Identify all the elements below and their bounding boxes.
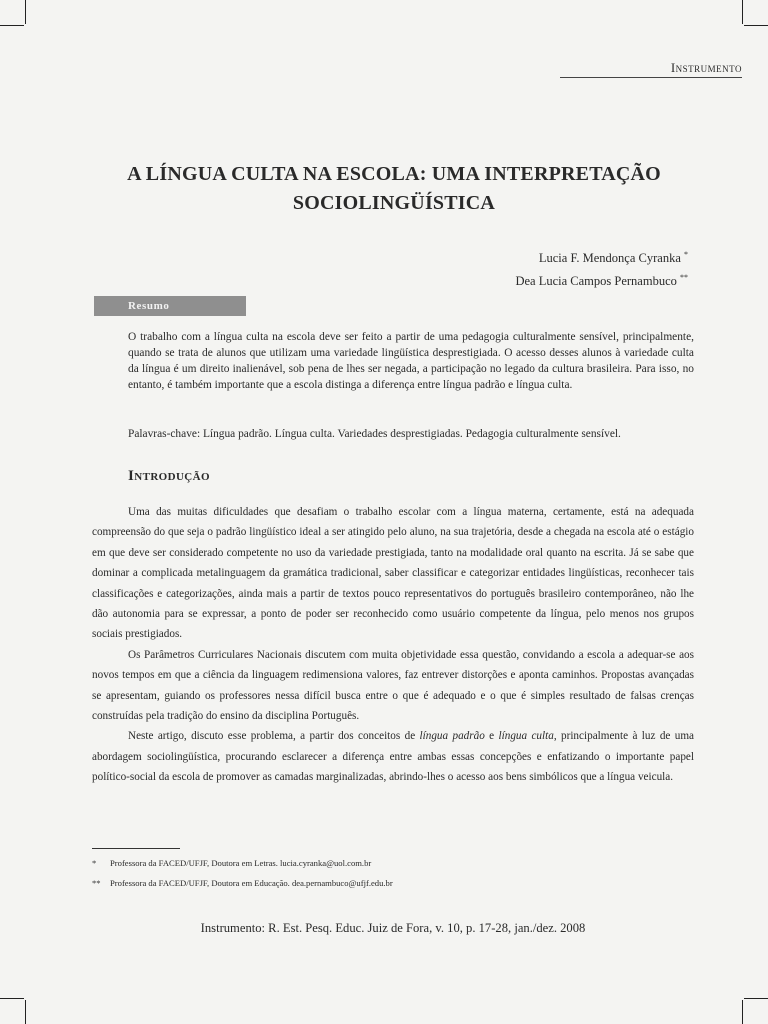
running-head-rule xyxy=(560,77,742,78)
crop-mark xyxy=(25,0,26,24)
author-1 xyxy=(515,245,688,268)
term-lingua-padrao: língua padrão xyxy=(419,730,485,743)
footnote-text: Professora da FACED/UFJF, Doutora em Educação. dea.pernambuco@ufjf.edu.br xyxy=(110,878,393,888)
footnote-text: Professora da FACED/UFJF, Doutora em Letras. lucia.cyranka@uol.com.br xyxy=(110,858,372,868)
crop-mark xyxy=(742,0,743,24)
footnote-rule xyxy=(92,848,180,849)
text-run: Neste artigo, discuto esse problema, a partir dos conceitos de xyxy=(128,730,420,743)
crop-mark xyxy=(25,1000,26,1024)
journal-footer: Instrumento: R. Est. Pesq. Educ. Juiz de Fora, v. 10, p. 17-28, jan./dez. 2008 xyxy=(200,921,586,935)
author-list xyxy=(515,245,688,291)
abstract-label: Resumo xyxy=(94,296,246,316)
footnote-2 xyxy=(92,873,694,893)
author-mark: * xyxy=(684,250,688,259)
body-text xyxy=(92,502,694,788)
article-title: A LÍNGUA CULTA NA ESCOLA: UMA INTERPRETAÇÃO SOCIOLINGÜÍSTICA xyxy=(127,163,661,214)
paragraph-2: Os Parâmetros Curriculares Nacionais discutem com muita objetividade essa questão, convidando a escola a adequar-se aos novos tempos em que a ciência da linguagem redimensiona valores, faz entrever distorções e aponta caminhos. Propostas avançadas se apresentam, guiando os professores nessa difícil busca entre o que é adequado e o que é simples resultado de falsas crenças construídas pela tradição do ensino da disciplina Português. xyxy=(92,648,694,723)
text-run: e xyxy=(484,730,499,743)
crop-mark xyxy=(0,998,24,999)
paragraph-1: Uma das muitas dificuldades que desafiam o trabalho escolar com a língua materna, certamente, está na adequada compreensão do que seja o padrão lingüístico ideal a ser atingido pelo aluno, na sua trajetória, desde a chegada na escola até o estágio em que deve ser considerado competente no uso da variedade prestigiada, tanto na modalidade oral quanto na escrita. Já se sabe que dominar a complicada metalinguagem da gramática tradicional, saber classificar e categorizar entidades lingüísticas, reconhecer tais classificações e categorizações, ainda mais a partir de textos pouco representativos do português brasileiro contemporâneo, não lhe dão autonomia para se expressar, a ponto de poder ser reconhecido como usuário competente da língua, pelo menos nos grupos sociais prestigiados. xyxy=(92,506,694,641)
author-2 xyxy=(515,268,688,291)
term-lingua-culta: língua culta xyxy=(498,730,554,743)
section-heading: Introdução xyxy=(128,468,210,484)
author-name: Lucia F. Mendonça Cyranka xyxy=(538,251,681,266)
author-mark: ** xyxy=(680,273,688,283)
crop-mark xyxy=(744,998,768,999)
crop-mark xyxy=(742,1000,743,1024)
footnote-mark: ** xyxy=(92,878,101,888)
text-run: , principalmente à luz de uma abordagem sociolingüística, procurando esclarecer a diferença entre ambas essas concepções e enfatizando o importante papel político-social da escola de promover as camadas marginalizadas, abrindo-lhes o acesso aos bens simbólicos que a língua veicula. xyxy=(92,730,695,784)
footnote-1 xyxy=(92,853,694,873)
paragraph-3 xyxy=(92,726,694,787)
running-head: Instrumento xyxy=(670,60,742,75)
footnote-mark: * xyxy=(92,858,97,868)
crop-mark xyxy=(744,25,768,26)
author-name: Dea Lucia Campos Pernambuco xyxy=(515,274,677,289)
crop-mark xyxy=(0,25,24,26)
footnotes xyxy=(92,853,694,893)
keywords: Palavras-chave: Língua padrão. Língua culta. Variedades desprestigiadas. Pedagogia culturalmente sensível. xyxy=(128,428,621,440)
abstract-text: O trabalho com a língua culta na escola deve ser feito a partir de uma pedagogia culturalmente sensível, principalmente, quando se trata de alunos que utilizam uma variedade lingüística desprestigiada. O acesso desses alunos à variedade culta da língua é um direito inalienável, sob pena de lhes ser negada, a participação no legado da cultura brasileira. Para isso, no entanto, é também importante que a escola distinga a diferença entre língua padrão e língua culta. xyxy=(128,331,694,391)
